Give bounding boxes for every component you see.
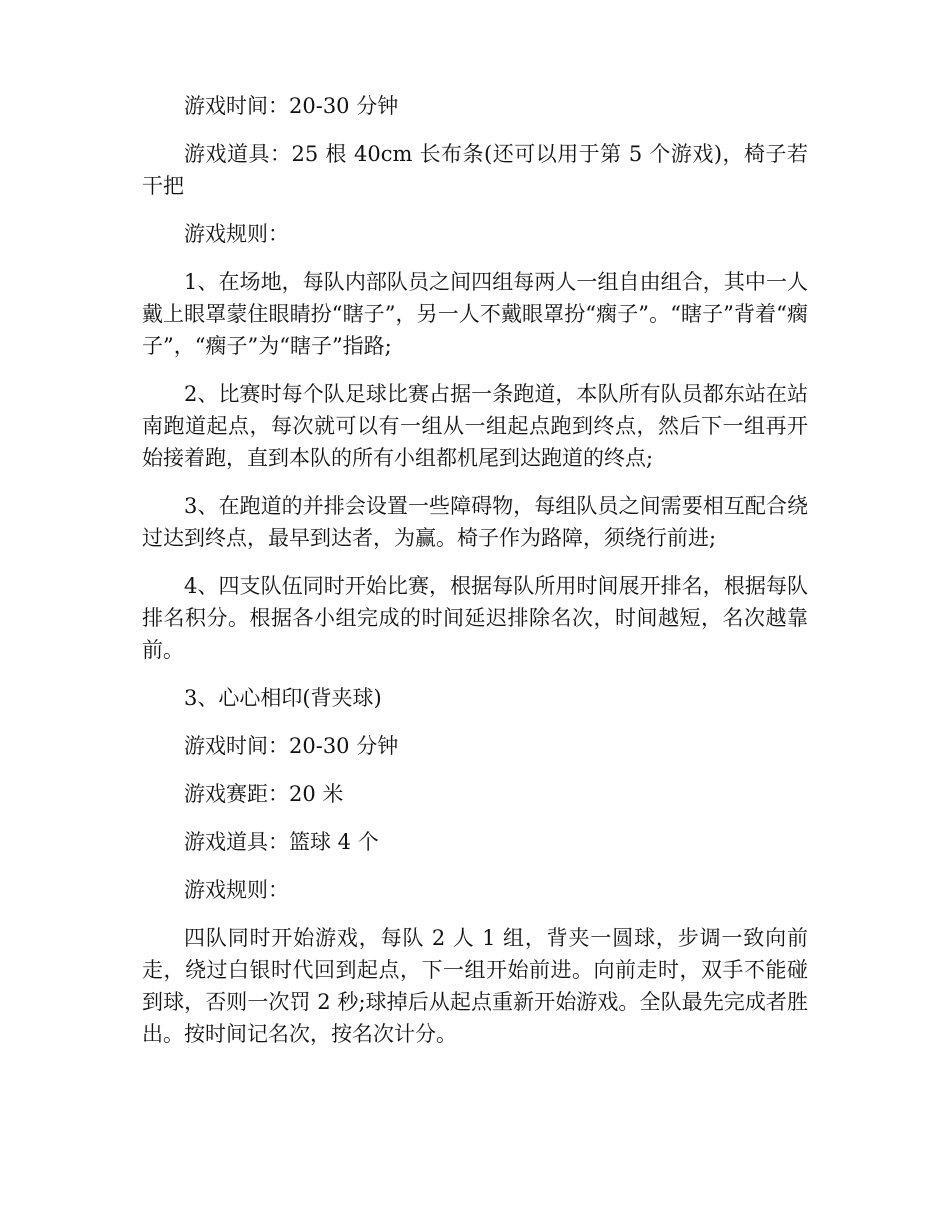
- rule-1-paragraph: 1、在场地，每队内部队员之间四组每两人一组自由组合，其中一人戴上眼罩蒙住眼睛扮“瞎子”，另一人不戴眼罩扮“瘸子”。“瞎子”背着“瘸子”，“瘸子”为“瞎子”指路;: [142, 270, 808, 358]
- game-rules-body: 四队同时开始游戏，每队 2 人 1 组，背夹一圆球，步调一致向前走，绕过白银时代回到起点，下一组开始前进。向前走时，双手不能碰到球，否则一次罚 2 秒;球掉后从起点重新开始游戏。全队最先完成者胜出。按时间记名次，按名次计分。: [142, 926, 808, 1046]
- section-3-heading: 3、心心相印(背夹球): [184, 686, 382, 710]
- game-props-paragraph-2: 游戏道具：篮球 4 个: [184, 830, 379, 854]
- game-rules-heading-2: 游戏规则：: [184, 878, 289, 902]
- rule-2-paragraph: 2、比赛时每个队足球比赛占据一条跑道，本队所有队员都东站在站南跑道起点，每次就可以有一组从一组起点跑到终点，然后下一组再开始接着跑，直到本队的所有小组都机尾到达跑道的终点;: [142, 382, 808, 470]
- game-distance-paragraph: 游戏赛距：20 米: [184, 782, 344, 806]
- game-rules-heading: 游戏规则：: [184, 222, 289, 246]
- game-time-paragraph: 游戏时间：20-30 分钟: [184, 94, 399, 118]
- game-time-paragraph-2: 游戏时间：20-30 分钟: [184, 734, 399, 758]
- document-page: [142, 90, 808, 1066]
- rule-3-paragraph: 3、在跑道的并排会设置一些障碍物，每组队员之间需要相互配合绕过达到终点，最早到达者，为赢。椅子作为路障，须绕行前进;: [142, 494, 808, 550]
- game-props-paragraph: 游戏道具：25 根 40cm 长布条(还可以用于第 5 个游戏)，椅子若干把: [142, 142, 808, 198]
- rule-4-paragraph: 4、四支队伍同时开始比赛，根据每队所用时间展开排名，根据每队排名积分。根据各小组完成的时间延迟排除名次，时间越短，名次越靠前。: [142, 574, 808, 662]
